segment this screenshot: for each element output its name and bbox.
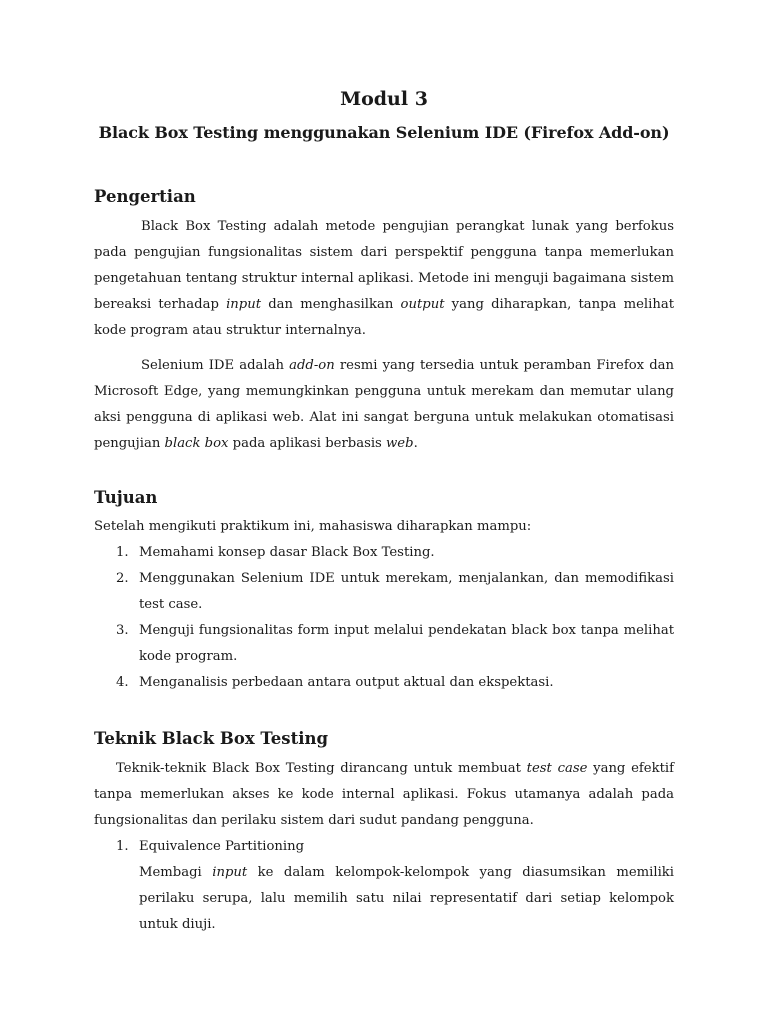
module-title: Modul 3 (340, 88, 428, 110)
teknik-list (94, 834, 674, 860)
list-item: 4. Menganalisis perbedaan antara output aktual dan ekspektasi. (116, 675, 554, 690)
equivalence-partitioning-description: Membagi input ke dalam kelompok-kelompok yang diasumsikan memiliki perilaku serupa, lalu memilih satu nilai representatif dari setiap kelompok untuk diuji. (139, 865, 675, 932)
section-heading-pengertian: Pengertian (94, 187, 196, 206)
section-heading-teknik: Teknik Black Box Testing (94, 729, 329, 748)
tujuan-intro: Setelah mengikuti praktikum ini, mahasiswa diharapkan mampu: (94, 519, 532, 534)
document-page (94, 86, 674, 938)
paragraph-teknik-intro: Teknik-teknik Black Box Testing dirancang untuk membuat test case yang efektif tanpa memerlukan akses ke kode internal aplikasi. Fokus utamanya adalah pada fungsionalitas dan perilaku sistem dari sudut pandang pengguna. (94, 761, 674, 828)
list-item: 2. Menggunakan Selenium IDE untuk merekam, menjalankan, dan memodifikasi test case. (116, 571, 674, 612)
section-heading-tujuan: Tujuan (94, 488, 158, 507)
list-item: 1. Equivalence Partitioning (116, 839, 305, 854)
tujuan-list (94, 540, 674, 696)
paragraph-selenium-ide: Selenium IDE adalah add-on resmi yang tersedia untuk peramban Firefox dan Microsoft Edge, yang memungkinkan pengguna untuk merekam dan memutar ulang aksi pengguna di aplikasi web. Alat ini sangat berguna untuk melakukan otomatisasi pengujian black box pada aplikasi berbasis web. (94, 358, 674, 451)
module-subtitle: Black Box Testing menggunakan Selenium IDE (Firefox Add-on) (98, 123, 670, 142)
list-item: 3. Menguji fungsionalitas form input melalui pendekatan black box tanpa melihat kode program. (116, 623, 674, 664)
paragraph-black-box-definition: Black Box Testing adalah metode pengujian perangkat lunak yang berfokus pada pengujian fungsionalitas sistem dari perspektif pengguna tanpa memerlukan pengetahuan tentang struktur internal aplikasi. Metode ini menguji bagaimana sistem bereaksi terhadap input dan menghasilkan output yang diharapkan, tanpa melihat kode program atau struktur internalnya. (94, 219, 674, 338)
list-item: 1. Memahami konsep dasar Black Box Testing. (116, 545, 435, 560)
